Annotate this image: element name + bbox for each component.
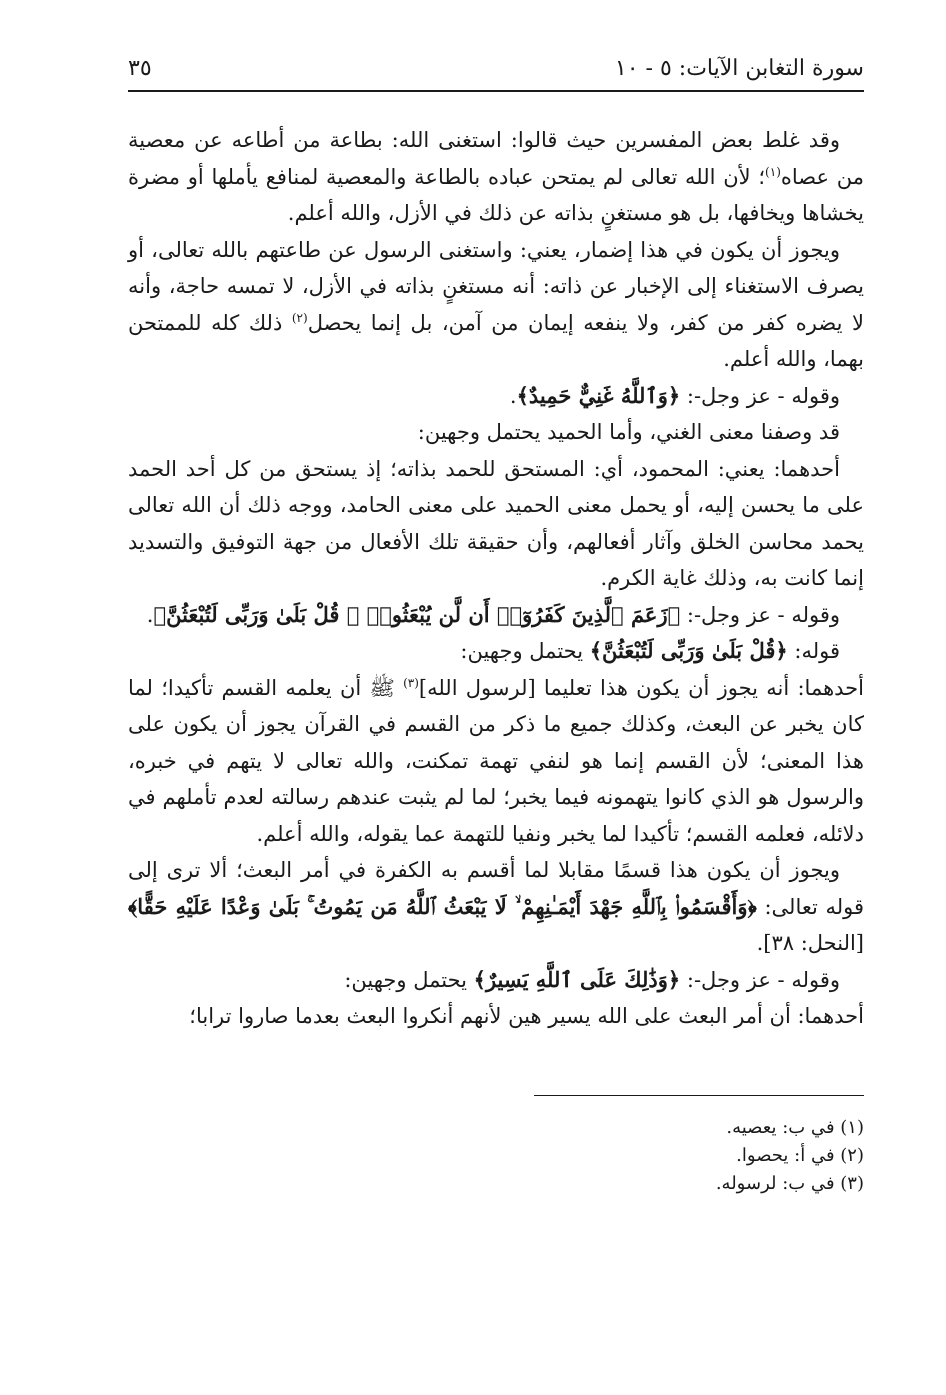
quran-verse: ﴿قُلْ بَلَىٰ وَرَبِّى لَتُبْعَثُنَّ﴾ (589, 638, 788, 663)
text-run: . (146, 602, 154, 627)
paragraph (128, 670, 864, 853)
text-run: ويجوز أن يكون هذا قسمًا مقابلا لما أقسم به الكفرة في أمر البعث؛ ألا ترى إلى قوله تعالى: (128, 858, 864, 919)
paragraph (128, 998, 864, 1035)
text-run: أحدهما: أنه يجوز أن يكون هذا تعليما [لرسول الله] (418, 675, 864, 700)
footnote-item: (٣) في ب: لرسوله. (715, 1172, 864, 1194)
footnote-separator (534, 1095, 864, 1096)
footnote-marker[interactable]: (١) (765, 164, 781, 179)
footnote-marker[interactable]: (٣) (403, 675, 419, 690)
paragraph (128, 852, 864, 962)
text-run: وقوله - عز وجل-: (680, 602, 840, 627)
quran-verse: ﴿وَأَقْسَمُوا۟ بِٱللَّهِ جَهْدَ أَيْمَـٰنِهِمْ ۙ لَا يَبْعَثُ ٱللَّهُ مَن يَمُوتُ ۚ بَلَىٰ وَعْدًا عَلَيْهِ حَقًّا﴾ (128, 893, 757, 919)
paragraph (128, 451, 864, 597)
paragraph (128, 597, 864, 634)
text-run: قد وصفنا معنى الغني، وأما الحميد يحتمل وجهين: (417, 420, 840, 444)
paragraph (128, 414, 864, 451)
footnote-item: (١) في ب: يعصيه. (726, 1116, 864, 1138)
text-run: أحدهما: أن أمر البعث على الله يسير هين لأنهم أنكروا البعث بعدما صاروا ترابا؛ (189, 1004, 864, 1028)
text-run: ﷺ أن يعلمه القسم تأكيدا؛ لما كان يخبر عن البعث، وكذلك جميع ما ذكر من القسم في القرآن يجوز أن يكون على هذا المعنى؛ لأن القسم إنما هو لنفي تهمة تمكنت، والله تعالى لا يتهم في خبره، والرسول هو الذي كانوا يتهمونه فيما يخبر؛ لما لم يثبت عندهم رسالته لعدم تأملهم في دلائله، فعلمه القسم؛ تأكيدا لما يخبر ونفيا للتهمة عما يقوله، والله أعلم. (128, 675, 864, 846)
text-run: [النحل: ٣٨]. (756, 931, 864, 955)
text-run: ذلك كله للممتحن بهما، والله أعلم. (128, 310, 864, 371)
footnote-marker[interactable]: (٢) (291, 310, 308, 325)
body-text (128, 122, 864, 1035)
footnotes (128, 1114, 864, 1198)
quran-verse: ﴿وَٱللَّهُ غَنِيٌّ حَمِيدٌ﴾ (516, 382, 681, 408)
footnote-item: (٢) في أ: يحصوا. (736, 1144, 864, 1166)
page-header (128, 50, 864, 92)
running-title: سورة التغابن الآيات: ٥ - ١٠ (614, 56, 864, 81)
text-run: أحدهما: يعني: المحمود، أي: المستحق للحمد بذاته؛ إذ يستحق من كل أحد الحمد على ما يحسن إليه، أو يحمل معنى الحميد على معنى الحامد، ووجه ذلك أن الله تعالى يحمد محاسن الخلق وآثار أفعالهم، وأن حقيقة تلك الأفعال من جهة التوفيق والتسديد إنما كانت به، وذلك غاية الكرم. (128, 456, 864, 590)
text-run: . (509, 383, 517, 408)
text-run: وقد غلط بعض المفسرين حيث قالوا: استغنى الله: بطاعة من أطاعه عن معصية من عصاه (128, 128, 864, 189)
text-run: قوله: (787, 639, 840, 663)
paragraph (128, 633, 864, 670)
text-run: ؛ لأن الله تعالى لم يمتحن عباده بالطاعة والمعصية لمنافع يأملها أو مضرة يخشاها ويخافها، بل هو مستغنٍ بذاته عن ذلك في الأزل، والله أعلم. (128, 164, 864, 225)
paragraph (128, 232, 864, 378)
paragraph (128, 378, 864, 415)
paragraph (128, 122, 864, 232)
text-run: يحتمل وجهين: (344, 967, 474, 992)
paragraph (128, 962, 864, 999)
page-number: ٣٥ (128, 56, 152, 81)
text-run: يحتمل وجهين: (460, 639, 590, 663)
quran-verse: ﴿وَذَٰلِكَ عَلَى ٱللَّهِ يَسِيرٌ﴾ (473, 966, 681, 992)
document-page (128, 50, 864, 1370)
text-run: وقوله - عز وجل-: (680, 967, 840, 992)
text-run: ويجوز أن يكون في هذا إضمار، يعني: واستغنى الرسول عن طاعتهم بالله تعالى، أو يصرف الاستغناء إلى الإخبار عن ذاته: أنه مستغنٍ بذاته في الأزل، لا تمسه حاجة، وأنه لا يضره كفر من كفر، ولا ينفعه إيمان من آمن، بل إنما يحصل (128, 237, 864, 335)
quran-verse: ﴿زَعَمَ ٱلَّذِينَ كَفَرُوٓا۟ أَن لَّن يُبْعَثُوا۟ ۚ قُلْ بَلَىٰ وَرَبِّى لَتُبْعَثُنَّ﴾ (153, 601, 681, 627)
text-run: وقوله - عز وجل-: (680, 383, 840, 408)
